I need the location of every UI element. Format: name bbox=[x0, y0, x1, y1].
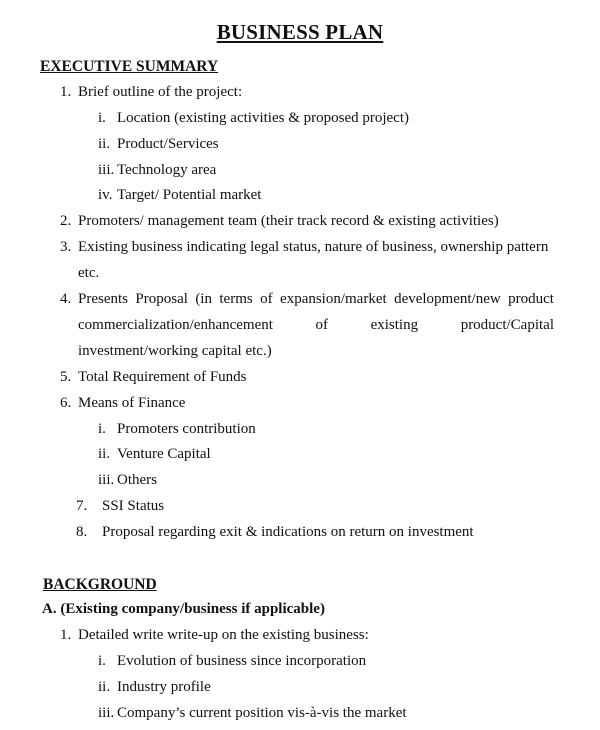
sub-item-text: Evolution of business since incorporation bbox=[117, 653, 367, 669]
list-item-text: Total Requirement of Funds bbox=[78, 369, 247, 385]
executive-summary-heading: EXECUTIVE SUMMARY bbox=[40, 58, 219, 75]
list-item-number: 2. bbox=[60, 213, 72, 229]
list-item-number: 5. bbox=[60, 369, 72, 385]
word: product/Capital bbox=[460, 317, 554, 333]
word: development/new bbox=[394, 291, 501, 307]
list-item-text: Existing business indicating legal status, nature of business, ownership pattern bbox=[78, 239, 549, 255]
list-item-number: 1. bbox=[60, 84, 72, 100]
sub-item-text: Technology area bbox=[117, 162, 217, 178]
sub-item-number: iii. bbox=[98, 162, 115, 178]
word: existing bbox=[370, 317, 419, 333]
word: expansion/market bbox=[280, 291, 387, 307]
list-item-text: Promoters/ management team (their track record & existing activities) bbox=[78, 213, 499, 229]
list-item-number: 8. bbox=[76, 524, 88, 540]
sub-item-number: ii. bbox=[98, 679, 111, 695]
sub-item-number: iv. bbox=[98, 187, 113, 203]
list-item-number: 7. bbox=[76, 498, 88, 514]
page-title: BUSINESS PLAN bbox=[216, 20, 384, 44]
background-subheading: A. (Existing company/business if applicable) bbox=[42, 601, 325, 617]
word: of bbox=[260, 291, 273, 307]
word: commercialization/enhancement bbox=[78, 317, 273, 333]
list-item-text-continuation: investment/working capital etc.) bbox=[78, 343, 272, 359]
list-item-text: Means of Finance bbox=[78, 395, 186, 411]
sub-item-number: iii. bbox=[98, 472, 115, 488]
sub-item-text: Industry profile bbox=[117, 679, 211, 695]
list-item-number: 3. bbox=[60, 239, 72, 255]
list-item-text: Proposal regarding exit & indications on return on investment bbox=[102, 524, 474, 540]
sub-item-text: Target/ Potential market bbox=[117, 187, 262, 203]
list-item-text: Brief outline of the project: bbox=[78, 84, 243, 100]
word: Presents bbox=[78, 291, 128, 307]
background-heading: BACKGROUND bbox=[43, 576, 157, 593]
list-item-text: Detailed write write-up on the existing business: bbox=[78, 627, 369, 643]
sub-item-number: i. bbox=[98, 421, 106, 437]
list-item-text-continuation: etc. bbox=[78, 265, 100, 281]
sub-item-number: ii. bbox=[98, 136, 111, 152]
sub-item-text: Promoters contribution bbox=[117, 421, 256, 437]
list-item-number: 1. bbox=[60, 627, 72, 643]
sub-item-text: Product/Services bbox=[117, 136, 219, 152]
sub-item-text: Venture Capital bbox=[117, 446, 211, 462]
word: product bbox=[508, 291, 554, 307]
sub-item-number: i. bbox=[98, 653, 106, 669]
list-item-justified-line bbox=[78, 291, 554, 308]
list-item-text: SSI Status bbox=[102, 498, 165, 514]
list-item-number: 6. bbox=[60, 395, 72, 411]
sub-item-text: Location (existing activities & proposed project) bbox=[117, 110, 410, 126]
sub-item-text: Company’s current position vis-à-vis the market bbox=[117, 705, 407, 721]
word: terms bbox=[219, 291, 253, 307]
word: of bbox=[315, 317, 328, 333]
word: (in bbox=[195, 291, 212, 307]
list-item-number: 4. bbox=[60, 291, 72, 307]
sub-item-text: Others bbox=[117, 472, 157, 488]
list-item-justified-line bbox=[78, 317, 554, 334]
word: Proposal bbox=[135, 291, 188, 307]
sub-item-number: iii. bbox=[98, 705, 115, 721]
sub-item-number: i. bbox=[98, 110, 106, 126]
sub-item-number: ii. bbox=[98, 446, 111, 462]
